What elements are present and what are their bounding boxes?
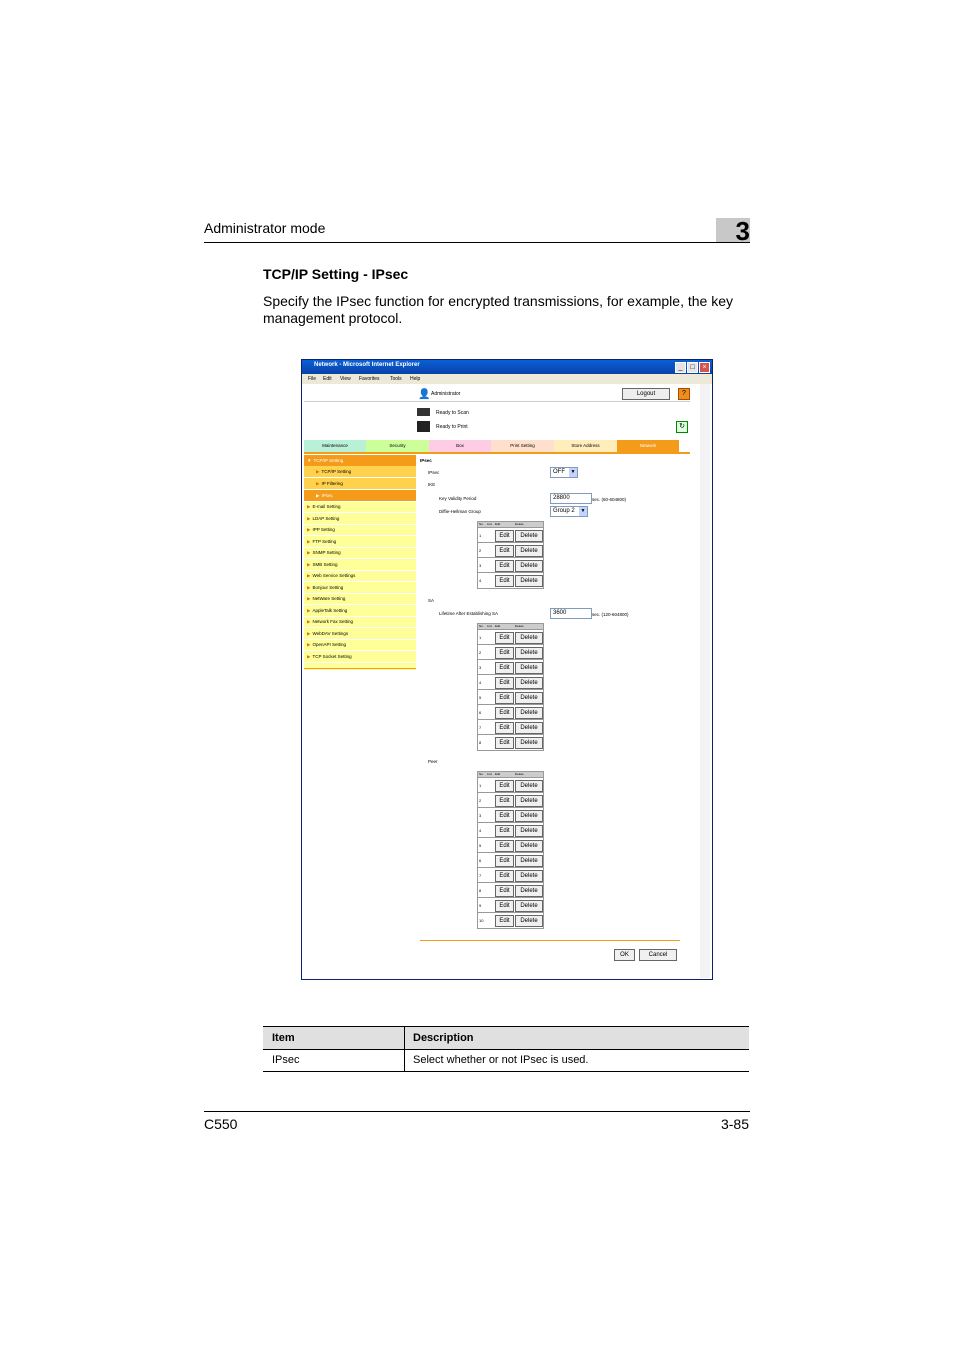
help-icon[interactable]: ? — [678, 388, 690, 400]
peer-table-row — [478, 912, 543, 928]
peer-table-row-number: 8 — [479, 888, 482, 893]
sidebar-item-bonjour[interactable]: ▶ Bonjour Setting — [304, 582, 416, 594]
ike-label: IKE — [428, 482, 436, 487]
ike-table-row-number: 3 — [479, 563, 482, 568]
sidebar-item-ldap[interactable]: ▶ LDAP Setting — [304, 513, 416, 525]
header-divider — [304, 401, 690, 402]
edit-button[interactable]: Edit — [495, 825, 514, 837]
scanner-icon — [417, 408, 430, 416]
table-header-description: Description — [404, 1026, 749, 1050]
edit-button[interactable]: Edit — [495, 915, 514, 927]
kvp-label: Key Validity Period — [439, 496, 477, 501]
tab-box[interactable]: Box — [429, 440, 491, 452]
sidebar-label: Web Service Settings — [312, 573, 356, 578]
peer-table-row — [478, 837, 543, 853]
peer-table-row — [478, 852, 543, 868]
delete-button[interactable]: Delete — [515, 560, 543, 572]
ipsec-label: IPsec — [428, 470, 440, 475]
ike-table-row — [478, 542, 543, 558]
ike-table-row — [478, 572, 543, 588]
sa-table-row — [478, 734, 543, 750]
sa-table — [477, 623, 544, 751]
sa-table-row-number: 1 — [479, 635, 482, 640]
sa-table-row-number: 5 — [479, 695, 482, 700]
edit-button[interactable]: Edit — [495, 795, 514, 807]
edit-button[interactable]: Edit — [495, 722, 514, 734]
sidebar-bottom-rule — [304, 668, 416, 669]
tab-network[interactable]: Network — [617, 440, 679, 452]
edit-button[interactable]: Edit — [495, 737, 514, 749]
sa-table-row — [478, 689, 543, 705]
edit-button[interactable]: Edit — [495, 780, 514, 792]
sidebar-item-appletalk[interactable]: ▶ AppleTalk Setting — [304, 605, 416, 617]
sa-table-row — [478, 629, 543, 645]
delete-button[interactable]: Delete — [515, 795, 543, 807]
edit-button[interactable]: Edit — [495, 870, 514, 882]
title-bar — [302, 360, 712, 374]
sa-table-row — [478, 719, 543, 735]
sidebar-label: IPP Setting — [312, 527, 335, 532]
ike-table-row-number: 1 — [479, 533, 482, 538]
peer-table-row — [478, 882, 543, 898]
delete-button[interactable]: Delete — [515, 677, 543, 689]
edit-button[interactable]: Edit — [495, 662, 514, 674]
form-bottom-rule — [420, 940, 680, 941]
sidebar-item-email[interactable]: ▶ E-mail Setting — [304, 501, 416, 513]
sa-table-row-number: 3 — [479, 665, 482, 670]
sidebar-label: E-mail Setting — [312, 504, 341, 509]
sa-table-column-header: Delete — [515, 624, 524, 628]
ike-table-column-header: No. — [479, 522, 484, 526]
delete-button[interactable]: Delete — [515, 810, 543, 822]
delete-button[interactable]: Delete — [515, 737, 543, 749]
peer-table-column-header: No. — [479, 772, 484, 776]
tab-print-setting[interactable]: Print Setting — [491, 440, 554, 452]
sidebar-item-tcpip-setting[interactable]: ▶ TCP/IP Setting — [304, 466, 416, 478]
peer-table-row-number: 3 — [479, 813, 482, 818]
peer-table-row-number: 7 — [479, 873, 482, 878]
sidebar-item-snmp[interactable]: ▶ SNMP Setting — [304, 547, 416, 559]
delete-button[interactable]: Delete — [515, 840, 543, 852]
sidebar-label: LDAP Setting — [312, 516, 340, 521]
menu-view[interactable]: View — [340, 376, 351, 382]
edit-button[interactable]: Edit — [495, 677, 514, 689]
delete-button[interactable]: Delete — [515, 692, 543, 704]
sa-table-row — [478, 674, 543, 690]
sidebar-label: TCP/IP Setting — [321, 469, 352, 474]
ike-table — [477, 521, 544, 589]
edit-button[interactable]: Edit — [495, 810, 514, 822]
edit-button[interactable]: Edit — [495, 545, 514, 557]
sa-label: SA — [428, 598, 435, 603]
table-column-divider — [404, 1026, 405, 1071]
sa-table-row-number: 4 — [479, 680, 482, 685]
print-status: Ready to Print — [436, 424, 468, 430]
edit-button[interactable]: Edit — [495, 885, 514, 897]
peer-table-row — [478, 807, 543, 823]
sidebar-item-network-fax[interactable]: ▶ Network Fax Setting — [304, 616, 416, 628]
delete-button[interactable]: Delete — [515, 575, 543, 587]
sidebar-label: WebDAV Settings — [312, 631, 349, 636]
tab-security[interactable]: Security — [366, 440, 429, 452]
footer-model: C550 — [204, 1116, 238, 1132]
delete-button[interactable]: Delete — [515, 707, 543, 719]
menu-bar — [302, 374, 712, 384]
sa-table-column-header: No. — [479, 624, 484, 628]
ike-table-column-header: Edit — [495, 522, 501, 526]
footer-page-number: 3-85 — [720, 1116, 749, 1132]
sidebar-label: OpenAPI Setting — [312, 642, 346, 647]
sidebar — [304, 455, 416, 670]
sa-table-row-number: 7 — [479, 725, 482, 730]
sidebar-item-web-service[interactable]: ▶ Web Service Settings — [304, 570, 416, 582]
delete-button[interactable]: Delete — [515, 632, 543, 644]
peer-table-row-number: 4 — [479, 828, 482, 833]
sidebar-label: SNMP Setting — [312, 550, 341, 555]
dh-label: Diffie-Hellman Group — [439, 509, 481, 514]
chapter-number: 3 — [735, 216, 750, 246]
delete-button[interactable]: Delete — [515, 530, 543, 542]
delete-button[interactable]: Delete — [515, 900, 543, 912]
sidebar-label: NetWare Setting — [312, 596, 346, 601]
edit-button[interactable]: Edit — [495, 647, 514, 659]
header-rule — [204, 242, 750, 243]
delete-button[interactable]: Delete — [515, 915, 543, 927]
admin-icon: 👤 — [418, 389, 431, 400]
peer-table-row — [478, 792, 543, 808]
sidebar-item-smb[interactable]: ▶ SMB Setting — [304, 559, 416, 571]
sidebar-label: TCP/IP Setting — [313, 458, 344, 463]
sa-table-row-number: 2 — [479, 650, 482, 655]
sidebar-item-ftp[interactable]: ▶ FTP Setting — [304, 536, 416, 548]
peer-table-row-number: 5 — [479, 843, 482, 848]
peer-table-column-header: Delete — [515, 772, 524, 776]
ike-table-row-number: 4 — [479, 578, 482, 583]
edit-button[interactable]: Edit — [495, 632, 514, 644]
sidebar-label: SMB Setting — [312, 562, 338, 567]
browser-window — [301, 359, 713, 980]
sidebar-label: AppleTalk Setting — [312, 608, 348, 613]
section-title: TCP/IP Setting - IPsec — [263, 266, 409, 282]
sa-table-row — [478, 659, 543, 675]
delete-button[interactable]: Delete — [515, 870, 543, 882]
sidebar-item-tcp-socket[interactable]: ▶ TCP Socket Setting — [304, 651, 416, 663]
ipsec-select[interactable] — [550, 467, 578, 478]
ike-table-row-number: 2 — [479, 548, 482, 553]
footer-rule — [204, 1111, 750, 1112]
sidebar-label: IP Filtering — [321, 481, 343, 486]
scan-status: Ready to Scan — [436, 410, 469, 416]
table-cell-item: IPsec — [263, 1050, 413, 1072]
logout-button[interactable]: Logout — [622, 388, 670, 400]
delete-button[interactable]: Delete — [515, 662, 543, 674]
edit-button[interactable]: Edit — [495, 560, 514, 572]
form-heading: IPsec — [420, 458, 432, 463]
edit-button[interactable]: Edit — [495, 707, 514, 719]
sidebar-item-webdav[interactable]: ▶ WebDAV Settings — [304, 628, 416, 640]
delete-button[interactable]: Delete — [515, 545, 543, 557]
peer-table-row-number: 1 — [479, 783, 482, 788]
sa-table-row — [478, 704, 543, 720]
tab-underline — [304, 452, 690, 454]
peer-label: Peer — [428, 759, 438, 764]
peer-table-row — [478, 777, 543, 793]
delete-button[interactable]: Delete — [515, 780, 543, 792]
sidebar-label: Bonjour Setting — [312, 585, 344, 590]
delete-button[interactable]: Delete — [515, 885, 543, 897]
peer-table-row — [478, 897, 543, 913]
sidebar-item-tcpip[interactable]: ▼ TCP/IP Setting — [304, 455, 416, 467]
ipsec-select-value: OFF — [553, 469, 565, 475]
delete-button[interactable]: Delete — [515, 647, 543, 659]
sidebar-label: Network Fax Setting — [312, 619, 353, 624]
menu-file[interactable]: File — [308, 376, 317, 382]
window-title: Network - Microsoft Internet Explorer — [314, 362, 420, 368]
ike-table-column-header: List — [487, 522, 492, 526]
lifetime-input[interactable]: 3600 — [550, 608, 592, 619]
dh-select-value: Group 2 — [553, 508, 575, 514]
edit-button[interactable]: Edit — [495, 855, 514, 867]
peer-table-row — [478, 822, 543, 838]
edit-button[interactable]: Edit — [495, 900, 514, 912]
peer-table-column-header: Edit — [495, 772, 501, 776]
printer-icon — [417, 421, 430, 432]
peer-table-column-header: List — [487, 772, 492, 776]
edit-button[interactable]: Edit — [495, 840, 514, 852]
sidebar-item-ipsec[interactable]: ▶ IPsec — [304, 490, 416, 502]
sa-table-column-header: Edit — [495, 624, 501, 628]
dh-select[interactable] — [550, 506, 588, 517]
running-header: Administrator mode — [204, 220, 326, 236]
sidebar-label: FTP Setting — [312, 539, 337, 544]
edit-button[interactable]: Edit — [495, 692, 514, 704]
peer-table-row-number: 10 — [479, 918, 484, 923]
sidebar-label: TCP Socket Setting — [312, 654, 352, 659]
edit-button[interactable]: Edit — [495, 530, 514, 542]
delete-button[interactable]: Delete — [515, 722, 543, 734]
cancel-button[interactable]: Cancel — [639, 949, 677, 961]
lifetime-hint: sec. (120-604800) — [592, 612, 629, 617]
delete-button[interactable]: Delete — [515, 825, 543, 837]
minimize-icon[interactable]: _ — [675, 362, 686, 373]
ok-button[interactable]: OK — [614, 949, 635, 961]
table-cell-description: Select whether or not IPsec is used. — [404, 1050, 749, 1072]
sa-table-column-header: List — [487, 624, 492, 628]
table-header-item: Item — [263, 1026, 413, 1050]
maximize-icon[interactable]: □ — [687, 362, 698, 373]
sa-table-row-number: 6 — [479, 710, 482, 715]
user-label: Administrator — [431, 391, 461, 397]
tab-store-address[interactable]: Store Address — [554, 440, 617, 452]
refresh-icon[interactable]: ↻ — [676, 421, 688, 433]
chevron-down-icon: ▼ — [570, 469, 576, 475]
peer-table-row-number: 9 — [479, 903, 482, 908]
menu-edit[interactable]: Edit — [323, 376, 332, 382]
chevron-down-icon: ▼ — [580, 508, 586, 514]
edit-button[interactable]: Edit — [495, 575, 514, 587]
sa-table-row — [478, 644, 543, 660]
peer-table-row-number: 6 — [479, 858, 482, 863]
sidebar-item-ip-filtering[interactable]: ▶ IP Filtering — [304, 478, 416, 490]
lifetime-label: Lifetime After Establishing SA — [439, 611, 499, 616]
menu-help[interactable]: Help — [410, 376, 421, 382]
ike-table-row — [478, 527, 543, 543]
sidebar-item-netware[interactable]: ▶ NetWare Setting — [304, 593, 416, 605]
delete-button[interactable]: Delete — [515, 855, 543, 867]
tab-maintenance[interactable]: Maintenance — [304, 440, 366, 452]
kvp-hint: sec. (60-604800) — [592, 497, 627, 502]
menu-tools[interactable]: Tools — [390, 376, 402, 382]
sidebar-item-openapi[interactable]: ▶ OpenAPI Setting — [304, 639, 416, 651]
ike-table-row — [478, 557, 543, 573]
peer-table-row-number: 2 — [479, 798, 482, 803]
sidebar-item-ipp[interactable]: ▶ IPP Setting — [304, 524, 416, 536]
intro-paragraph: Specify the IPsec function for encrypted transmissions, for example, the key management protocol. — [263, 293, 733, 326]
kvp-input[interactable]: 28800 — [550, 493, 592, 504]
sa-table-row-number: 8 — [479, 740, 482, 745]
scrollbar[interactable] — [700, 384, 710, 978]
peer-table-row — [478, 867, 543, 883]
menu-favorites[interactable]: Favorites — [359, 376, 380, 382]
peer-table — [477, 771, 544, 929]
ike-table-column-header: Delete — [515, 522, 524, 526]
close-icon[interactable]: × — [699, 362, 710, 373]
sidebar-label: IPsec — [321, 493, 333, 498]
